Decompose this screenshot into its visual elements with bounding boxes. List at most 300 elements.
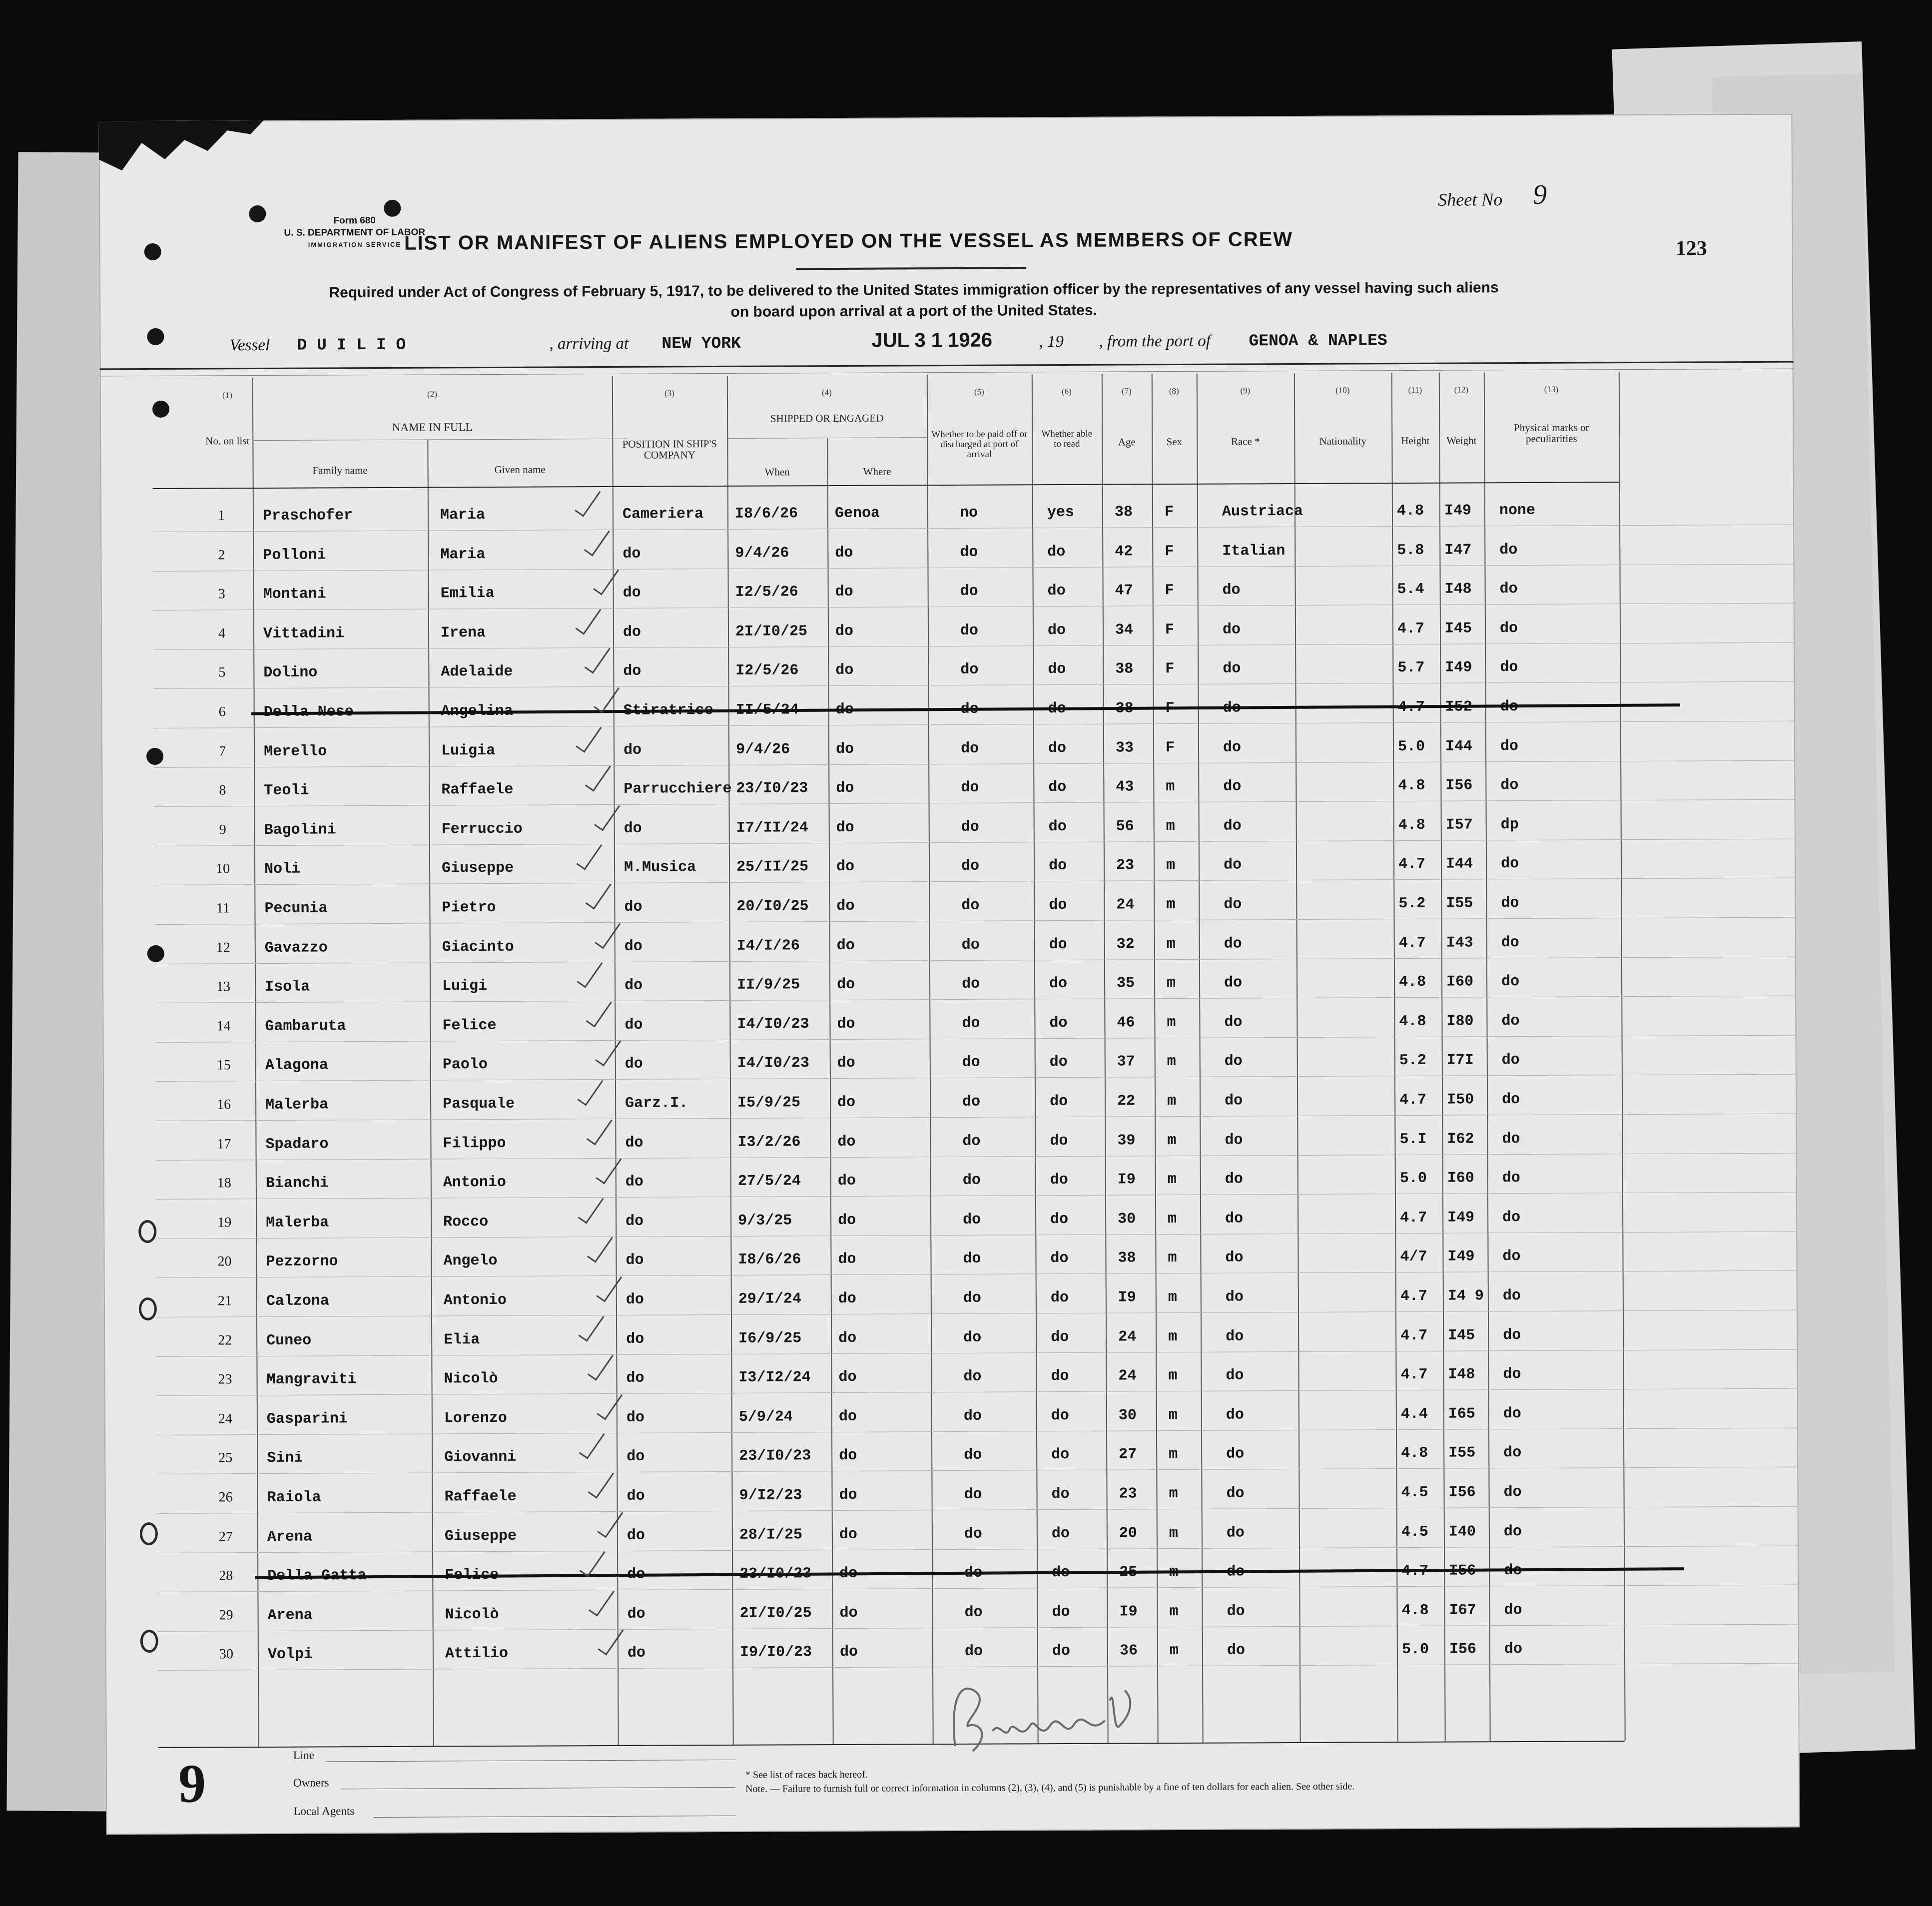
cell-shipped-where: do xyxy=(838,1290,856,1307)
cell-weight: I50 xyxy=(1447,1091,1474,1109)
cell-weight: I40 xyxy=(1448,1523,1476,1541)
cell-height: 4.7 xyxy=(1400,1366,1428,1384)
cell-physical-marks: do xyxy=(1499,620,1518,637)
cell-paid-off: do xyxy=(963,1251,981,1268)
cell-race: do xyxy=(1223,739,1242,756)
cell-row-number: 8 xyxy=(219,782,226,798)
cell-family-name: Volpi xyxy=(267,1646,313,1664)
cell-weight: I57 xyxy=(1445,816,1473,834)
cell-row-number: 25 xyxy=(218,1450,233,1466)
cell-weight: I65 xyxy=(1448,1405,1475,1423)
cell-race: do xyxy=(1226,1524,1245,1542)
table-row xyxy=(105,1546,1799,1593)
local-agents-field xyxy=(373,1816,735,1818)
cell-paid-off: do xyxy=(963,1407,982,1425)
column-number: (4) xyxy=(821,388,832,398)
cell-shipped-when: I9/I0/23 xyxy=(739,1644,812,1662)
cell-shipped-when: I2/5/26 xyxy=(735,662,799,680)
cell-paid-off: do xyxy=(960,740,979,757)
cell-age: 22 xyxy=(1117,1093,1136,1110)
cell-family-name: Dolino xyxy=(263,664,318,682)
cell-sex: F xyxy=(1165,739,1175,756)
cell-shipped-when: I8/6/26 xyxy=(738,1251,801,1269)
cell-weight: I45 xyxy=(1448,1327,1475,1344)
cell-weight: I55 xyxy=(1448,1444,1476,1462)
punch-hole xyxy=(147,328,164,345)
cell-position: do xyxy=(624,938,643,955)
cell-race: do xyxy=(1225,1288,1244,1306)
header-family-name: Family name xyxy=(312,464,368,477)
cell-able-to-read: do xyxy=(1048,857,1067,875)
cell-physical-marks: do xyxy=(1501,934,1519,951)
cell-age: I9 xyxy=(1118,1289,1136,1306)
cell-shipped-when: I3/2/26 xyxy=(737,1133,801,1151)
cell-row-number: 24 xyxy=(218,1411,232,1427)
cell-paid-off: do xyxy=(961,779,979,797)
cell-position: do xyxy=(626,1291,644,1308)
subtitle-line: Required under Act of Congress of February 5, 1917, to be delivered to the United States immigration officer by the representatives of any vessel having such aliens xyxy=(329,279,1499,301)
cell-paid-off: do xyxy=(962,1093,981,1111)
cell-height: 5.2 xyxy=(1399,1052,1426,1070)
cell-row-number: 12 xyxy=(216,939,230,955)
cell-able-to-read: do xyxy=(1052,1603,1070,1621)
cell-row-number: 2 xyxy=(218,547,225,563)
from-label: , from the port of xyxy=(1099,332,1211,351)
cell-shipped-where: do xyxy=(837,976,855,994)
cell-sex: m xyxy=(1167,1093,1177,1110)
cell-shipped-where: do xyxy=(838,1408,857,1425)
cell-sex: m xyxy=(1166,857,1176,874)
header-height: Height xyxy=(1401,434,1430,447)
column-number: (10) xyxy=(1335,385,1350,395)
cell-family-name: Gasparini xyxy=(266,1410,348,1428)
cell-height: 4.8 xyxy=(1396,502,1424,520)
cell-paid-off: do xyxy=(964,1486,982,1503)
cell-age: 56 xyxy=(1116,818,1134,835)
cell-family-name: Calzona xyxy=(266,1292,329,1310)
table-row xyxy=(101,604,1795,650)
cell-shipped-where: do xyxy=(837,1094,856,1111)
cell-able-to-read: do xyxy=(1047,543,1066,561)
cell-shipped-when: 23/I0/23 xyxy=(736,780,808,798)
cell-shipped-where: do xyxy=(839,1644,858,1661)
cell-position: do xyxy=(625,977,643,995)
header-position: POSITION IN SHIP'S COMPANY xyxy=(622,438,717,461)
cell-race: do xyxy=(1227,1642,1246,1659)
cell-given-name: Emilia xyxy=(440,585,495,603)
cell-shipped-when: 2I/I0/25 xyxy=(739,1605,812,1622)
cell-weight: I44 xyxy=(1445,855,1473,873)
cell-shipped-where: do xyxy=(839,1604,858,1622)
cell-able-to-read: do xyxy=(1049,1014,1068,1032)
column-number: (5) xyxy=(974,387,984,397)
table-row xyxy=(100,565,1794,611)
cell-paid-off: do xyxy=(961,897,980,914)
cell-paid-off: do xyxy=(963,1211,981,1229)
cell-row-number: 29 xyxy=(219,1607,233,1623)
cell-position: do xyxy=(627,1645,646,1662)
cell-position: do xyxy=(626,1330,644,1348)
cell-height: 5.2 xyxy=(1398,895,1426,913)
cell-age: 35 xyxy=(1117,975,1135,992)
cell-race: Austriaca xyxy=(1222,503,1303,521)
cell-height: 4.4 xyxy=(1400,1405,1428,1423)
cell-race: do xyxy=(1224,1014,1243,1031)
cell-given-name: Paolo xyxy=(442,1056,488,1074)
header-shipped: SHIPPED OR ENGAGED xyxy=(770,412,884,425)
cell-able-to-read: do xyxy=(1049,896,1067,914)
cell-height: 5.I xyxy=(1399,1131,1427,1148)
cell-shipped-where: do xyxy=(836,937,855,954)
arriving-label: , arriving at xyxy=(549,334,629,353)
cell-able-to-read: do xyxy=(1051,1328,1069,1346)
header-weight: Weight xyxy=(1446,434,1477,447)
form-number: Form 680 xyxy=(333,215,376,226)
manifest-page xyxy=(99,114,1800,1835)
cell-race: do xyxy=(1223,856,1242,874)
table-row xyxy=(100,486,1794,533)
table-row xyxy=(103,1075,1797,1122)
cell-physical-marks: do xyxy=(1504,1601,1522,1619)
punch-hole xyxy=(152,401,169,418)
cell-given-name: Nicolò xyxy=(444,1370,498,1388)
cell-age: 46 xyxy=(1117,1014,1135,1032)
cell-height: 4/7 xyxy=(1400,1249,1427,1266)
cell-age: I9 xyxy=(1119,1603,1138,1621)
cell-age: 43 xyxy=(1116,778,1134,796)
cell-able-to-read: do xyxy=(1051,1485,1070,1503)
cell-physical-marks: do xyxy=(1500,737,1519,755)
cell-height: 4.8 xyxy=(1401,1445,1428,1462)
cell-given-name: Felice xyxy=(442,1017,497,1035)
cell-race: do xyxy=(1226,1485,1245,1502)
cell-weight: I56 xyxy=(1449,1641,1476,1659)
cell-sex: m xyxy=(1168,1328,1178,1345)
cell-given-name: Irena xyxy=(440,624,486,642)
cell-position: do xyxy=(624,820,642,837)
cell-physical-marks: do xyxy=(1499,541,1518,559)
cell-family-name: Mangraviti xyxy=(266,1371,357,1389)
cell-physical-marks: do xyxy=(1499,581,1518,598)
cell-position: do xyxy=(626,1409,644,1426)
cell-row-number: 1 xyxy=(217,508,225,524)
cell-given-name: Pietro xyxy=(442,899,496,917)
table-row xyxy=(104,1271,1798,1318)
cell-sex: m xyxy=(1167,1053,1176,1071)
cell-paid-off: do xyxy=(964,1525,982,1543)
cell-age: 32 xyxy=(1116,935,1135,953)
cell-sex: m xyxy=(1169,1524,1178,1542)
cell-shipped-where: do xyxy=(836,858,855,876)
cell-given-name: Filippo xyxy=(443,1135,506,1153)
title-underline xyxy=(796,267,1026,270)
cell-sex: m xyxy=(1166,778,1175,796)
cell-paid-off: do xyxy=(964,1447,982,1464)
cell-shipped-where: do xyxy=(836,819,854,836)
cell-paid-off: do xyxy=(961,818,979,836)
cell-family-name: Merello xyxy=(263,743,327,760)
header-race: Race * xyxy=(1231,435,1260,448)
cell-age: 36 xyxy=(1119,1642,1138,1660)
cell-shipped-when: 5/9/24 xyxy=(738,1408,793,1426)
cell-age: 20 xyxy=(1119,1524,1137,1542)
cell-race: do xyxy=(1223,660,1241,677)
cell-physical-marks: do xyxy=(1502,1248,1521,1266)
cell-shipped-when: 20/I0/25 xyxy=(736,898,809,915)
cell-position: do xyxy=(626,1369,644,1387)
cell-height: 4.8 xyxy=(1398,777,1425,795)
cell-shipped-when: I5/9/25 xyxy=(737,1094,801,1112)
cell-able-to-read: do xyxy=(1051,1407,1069,1424)
table-row xyxy=(104,1428,1798,1475)
cell-given-name: Elia xyxy=(444,1331,480,1349)
cell-paid-off: do xyxy=(960,583,978,601)
cell-able-to-read: do xyxy=(1050,1211,1069,1228)
cell-row-number: 18 xyxy=(217,1175,231,1191)
torn-corner xyxy=(99,120,264,176)
header-name-in-full: NAME IN FULL xyxy=(392,421,473,434)
cell-weight: I49 xyxy=(1447,1209,1475,1227)
cell-row-number: 6 xyxy=(218,704,226,720)
cell-height: 5.0 xyxy=(1401,1641,1429,1659)
cell-able-to-read: do xyxy=(1047,622,1066,639)
cell-paid-off: do xyxy=(960,661,979,679)
cell-shipped-where: do xyxy=(837,1055,855,1072)
cell-race: do xyxy=(1225,1249,1244,1267)
cell-family-name: Pecunia xyxy=(264,900,328,917)
cell-family-name: Montani xyxy=(263,586,326,604)
cell-shipped-where: Genoa xyxy=(834,505,880,522)
cell-shipped-where: do xyxy=(838,1251,856,1269)
cell-position: do xyxy=(627,1448,645,1466)
cell-physical-marks: do xyxy=(1501,1052,1520,1069)
cell-physical-marks: do xyxy=(1502,1287,1521,1305)
cell-able-to-read: do xyxy=(1050,1172,1068,1189)
line-label: Line xyxy=(293,1749,315,1762)
cell-position: do xyxy=(623,741,642,759)
cell-paid-off: do xyxy=(962,1133,981,1150)
cell-shipped-where: do xyxy=(838,1329,857,1347)
cell-row-number: 22 xyxy=(218,1332,232,1348)
cell-race: do xyxy=(1223,778,1242,795)
cell-race: do xyxy=(1222,582,1241,599)
cell-shipped-where: do xyxy=(835,740,854,758)
cell-position: do xyxy=(625,1056,643,1073)
cell-shipped-where: do xyxy=(835,584,853,601)
cell-height: 4.5 xyxy=(1401,1523,1428,1541)
cell-position: do xyxy=(626,1252,644,1270)
cell-age: 24 xyxy=(1116,896,1135,914)
cell-given-name: Giacinto xyxy=(442,938,514,956)
cell-sex: m xyxy=(1166,896,1176,914)
cell-shipped-where: do xyxy=(838,1212,856,1229)
cell-paid-off: do xyxy=(963,1368,982,1386)
cell-given-name: Giuseppe xyxy=(441,860,514,877)
cell-shipped-when: 9/I2/23 xyxy=(739,1487,802,1504)
cell-shipped-when: I2/5/26 xyxy=(735,584,798,602)
column-number: (7) xyxy=(1121,386,1132,396)
cell-physical-marks: do xyxy=(1504,1641,1522,1658)
cell-family-name: Sini xyxy=(267,1450,303,1467)
cell-shipped-when: 9/4/26 xyxy=(735,544,789,562)
cell-shipped-when: I7/II/24 xyxy=(736,819,808,837)
cell-weight: I45 xyxy=(1444,620,1472,637)
table-row xyxy=(104,1350,1798,1396)
cell-shipped-when: I8/6/26 xyxy=(734,505,798,523)
table-row xyxy=(102,839,1796,886)
cell-age: 38 xyxy=(1118,1250,1136,1267)
cell-age: 23 xyxy=(1116,857,1135,874)
sheet-mark: 9 xyxy=(178,1753,206,1814)
cell-height: 5.0 xyxy=(1397,738,1425,755)
cell-height: 4.7 xyxy=(1397,620,1425,637)
cell-sex: m xyxy=(1168,1406,1178,1424)
table-row xyxy=(103,1154,1797,1200)
table-row xyxy=(103,1232,1797,1278)
cell-able-to-read: do xyxy=(1052,1643,1071,1660)
cell-family-name: Gavazzo xyxy=(264,939,328,957)
cell-given-name: Nicolò xyxy=(445,1606,499,1624)
cell-sex: m xyxy=(1168,1367,1178,1385)
cell-sex: m xyxy=(1167,1014,1176,1031)
cell-sex: F xyxy=(1165,660,1175,678)
cell-sex: m xyxy=(1168,1210,1177,1228)
cell-paid-off: do xyxy=(961,936,980,954)
cell-shipped-when: 25/II/25 xyxy=(736,858,809,876)
cell-race: do xyxy=(1223,817,1242,835)
cell-weight: I67 xyxy=(1449,1602,1476,1619)
cell-position: M.Musica xyxy=(624,859,696,877)
cell-row-number: 16 xyxy=(217,1097,231,1113)
column-number: (13) xyxy=(1544,384,1559,394)
voyage-line xyxy=(99,329,1793,355)
row-rule xyxy=(158,1663,1799,1671)
cell-row-number: 21 xyxy=(217,1293,232,1309)
cell-height: 5.0 xyxy=(1399,1170,1427,1188)
cell-able-to-read: do xyxy=(1049,936,1067,953)
header-nationality: Nationality xyxy=(1319,435,1367,447)
cell-age: 27 xyxy=(1119,1446,1137,1463)
cell-paid-off: do xyxy=(963,1329,982,1346)
cell-paid-off: do xyxy=(960,544,978,561)
table-bottom-rule xyxy=(158,1741,1625,1748)
cell-position: Parrucchiere xyxy=(624,780,732,798)
cell-family-name: Isola xyxy=(265,978,310,996)
table-row xyxy=(102,918,1796,964)
cell-sex: m xyxy=(1169,1642,1179,1660)
sheet-number-label: Sheet No xyxy=(1438,189,1503,210)
table-row xyxy=(101,721,1795,768)
cell-given-name: Luigi xyxy=(442,978,488,995)
header-age: Age xyxy=(1118,436,1136,448)
cell-shipped-where: do xyxy=(836,897,855,915)
cell-race: Italian xyxy=(1222,542,1286,560)
column-number: (6) xyxy=(1061,386,1072,397)
cell-weight: I56 xyxy=(1445,777,1473,794)
header-paid-off: Whether to be paid off or discharged at port of arrival xyxy=(931,429,1028,460)
table-row xyxy=(105,1585,1799,1632)
cell-able-to-read: do xyxy=(1050,1289,1069,1307)
cell-given-name: Antonio xyxy=(443,1174,506,1192)
cell-physical-marks: do xyxy=(1500,777,1519,794)
column-number: (9) xyxy=(1240,386,1251,396)
service: IMMIGRATION SERVICE xyxy=(308,240,402,249)
cell-family-name: Praschofer xyxy=(262,507,353,525)
cell-shipped-where: do xyxy=(838,1369,857,1386)
cell-age: 24 xyxy=(1118,1328,1137,1346)
page-number: 123 xyxy=(1675,237,1707,260)
cell-height: 4.7 xyxy=(1400,1287,1427,1305)
cell-weight: I49 xyxy=(1444,502,1472,520)
cell-row-number: 11 xyxy=(216,900,230,916)
cell-position: do xyxy=(623,624,642,641)
cell-age: 23 xyxy=(1119,1485,1137,1503)
cell-physical-marks: do xyxy=(1502,1209,1521,1226)
table-row xyxy=(105,1625,1799,1671)
check-mark xyxy=(575,486,601,517)
cell-family-name: Raiola xyxy=(267,1489,321,1506)
cell-position: do xyxy=(623,663,642,680)
cell-physical-marks: do xyxy=(1500,659,1518,676)
cell-age: 38 xyxy=(1115,660,1134,678)
cell-height: 4.8 xyxy=(1399,1013,1426,1030)
cell-shipped-when: I3/I2/24 xyxy=(738,1369,811,1387)
cell-able-to-read: do xyxy=(1049,975,1068,993)
column-number: (3) xyxy=(664,388,674,398)
year-label: , 19 xyxy=(1039,332,1064,351)
cell-row-number: 27 xyxy=(218,1528,233,1544)
cell-physical-marks: do xyxy=(1500,855,1519,873)
cell-age: 30 xyxy=(1118,1211,1136,1228)
column-number: (8) xyxy=(1169,386,1179,396)
cell-weight: I80 xyxy=(1446,1013,1474,1030)
cell-shipped-when: 23/I0/23 xyxy=(739,1447,811,1465)
column-number: (11) xyxy=(1408,385,1422,395)
cell-position: do xyxy=(623,545,641,563)
owners-field xyxy=(341,1787,735,1789)
cell-shipped-where: do xyxy=(837,1173,856,1190)
table-row xyxy=(100,525,1794,572)
cell-given-name: Lorenzo xyxy=(444,1409,507,1427)
document-subtitle xyxy=(214,277,1613,325)
cell-sex: m xyxy=(1169,1485,1178,1503)
cell-shipped-when: I6/9/25 xyxy=(738,1329,802,1347)
cell-age: 33 xyxy=(1115,739,1134,757)
cell-height: 4.8 xyxy=(1401,1602,1429,1619)
cell-given-name: Luigia xyxy=(441,742,496,760)
cell-age: 39 xyxy=(1117,1132,1136,1150)
cell-sex: m xyxy=(1168,1289,1177,1306)
local-agents-label: Local Agents xyxy=(293,1805,355,1818)
cell-sex: m xyxy=(1169,1446,1178,1463)
cell-able-to-read: do xyxy=(1051,1446,1070,1464)
cell-age: 37 xyxy=(1117,1053,1135,1071)
cell-sex: m xyxy=(1167,1132,1177,1149)
cell-family-name: Malerba xyxy=(266,1214,329,1232)
subtitle-line: on board upon arrival at a port of the United States. xyxy=(730,302,1097,320)
cell-sex: m xyxy=(1169,1603,1179,1620)
cell-paid-off: do xyxy=(962,1054,980,1072)
header-where: Where xyxy=(863,465,891,478)
cell-able-to-read: do xyxy=(1048,818,1067,835)
cell-given-name: Maria xyxy=(440,546,486,564)
sheet-number: 9 xyxy=(1533,179,1547,210)
cell-shipped-when: I4/I0/23 xyxy=(737,1016,809,1033)
cell-age: 42 xyxy=(1115,543,1133,561)
cell-height: 5.4 xyxy=(1397,581,1424,599)
cell-given-name: Adelaide xyxy=(441,663,513,681)
cell-sex: m xyxy=(1168,1250,1177,1267)
